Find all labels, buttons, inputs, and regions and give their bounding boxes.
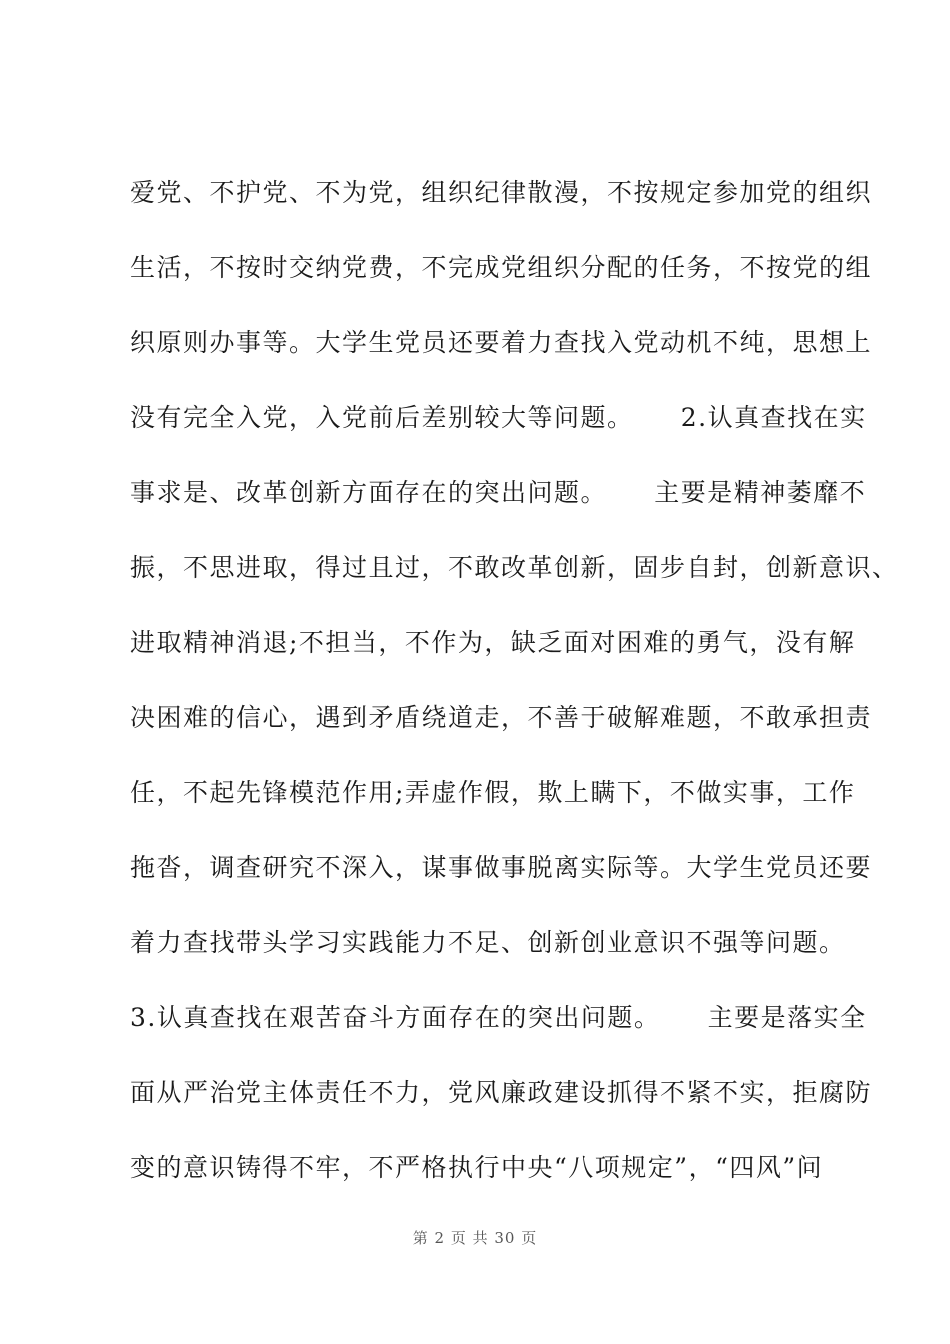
body-text-line: 着力查找带头学习实践能力不足、创新创业意识不强等问题。 <box>130 928 846 957</box>
body-text-line: 事求是、改革创新方面存在的突出问题。 主要是精神萎靡不 <box>130 478 867 507</box>
body-text-line: 3.认真查找在艰苦奋斗方面存在的突出问题。 主要是落实全 <box>130 1003 867 1032</box>
body-text-line: 织原则办事等。大学生党员还要着力查找入党动机不纯，思想上 <box>130 328 873 357</box>
body-text-line: 面从严治党主体责任不力，党风廉政建设抓得不紧不实，拒腐防 <box>130 1078 873 1107</box>
body-text-line: 爱党、不护党、不为党，组织纪律散漫，不按规定参加党的组织 <box>130 178 873 207</box>
body-text-line: 任，不起先锋模范作用;弄虚作假，欺上瞒下，不做实事，工作 <box>130 778 856 807</box>
body-text-line: 生活，不按时交纳党费，不完成党组织分配的任务，不按党的组 <box>130 253 873 282</box>
body-text-line: 没有完全入党，入党前后差别较大等问题。 2.认真查找在实 <box>130 403 867 432</box>
body-text-line: 进取精神消退;不担当，不作为，缺乏面对困难的勇气，没有解 <box>130 628 856 657</box>
page-number-footer: 第 2 页 共 30 页 <box>412 1229 538 1247</box>
body-text-line: 变的意识铸得不牢，不严格执行中央“八项规定”，“四风”问 <box>130 1153 824 1182</box>
body-text-line: 拖沓，调查研究不深入，谋事做事脱离实际等。大学生党员还要 <box>130 853 873 882</box>
body-text-line: 振，不思进取，得过且过，不敢改革创新，固步自封，创新意识、 <box>130 553 899 582</box>
body-text-line: 决困难的信心，遇到矛盾绕道走，不善于破解难题，不敢承担责 <box>130 703 873 732</box>
